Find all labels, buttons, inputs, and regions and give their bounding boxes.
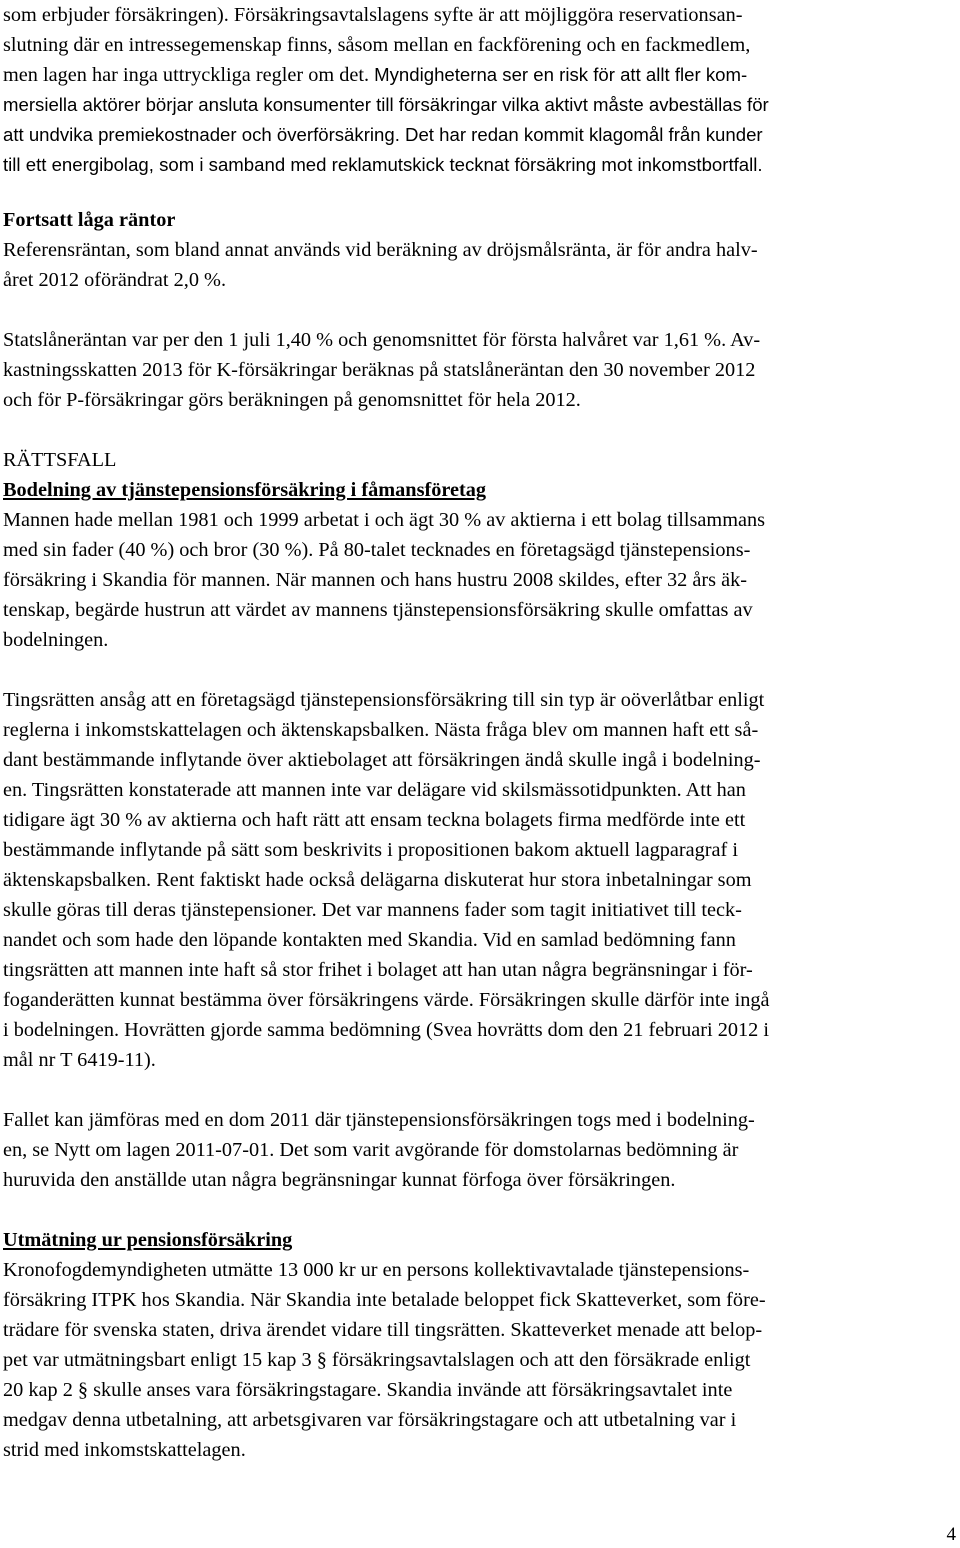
text-line [3, 60, 957, 90]
text-run: att undvika premiekostnader och överförsäkring. [3, 124, 400, 145]
seizure-heading: Utmätning ur pensionsförsäkring [3, 1229, 293, 1251]
text-line [3, 120, 957, 150]
text-line: pet var utmätningsbart enligt 15 kap 3 § försäkringsavtalslagen och att den försäkrade enligt [3, 1349, 751, 1371]
section-heading: Fortsatt låga räntor [3, 209, 176, 231]
text-line: försäkring ITPK hos Skandia. När Skandia inte betalade beloppet fick Skatteverket, som före- [3, 1289, 766, 1311]
text-run: Det har redan kommit klagomål från kunder [399, 124, 763, 145]
rates-section [3, 205, 957, 295]
case-law-paragraph-3 [3, 1105, 957, 1195]
text-line: Tingsrätten ansåg att en företagsägd tjänstepensionsförsäkring till sin typ är oöverlåtbar enligt [3, 689, 765, 711]
page-number: 4 [946, 1524, 956, 1545]
text-line: året 2012 oförändrat 2,0 %. [3, 269, 227, 291]
text-line: tenskap, begärde hustrun att värdet av mannens tjänstepensionsförsäkring skulle omfattas av [3, 599, 753, 621]
case-law-paragraph-2 [3, 685, 957, 1075]
text-line: foganderätten kunnat bestämma över försäkringens värde. Försäkringen skulle därför inte ingå [3, 989, 770, 1011]
text-line: bodelningen. [3, 629, 109, 651]
text-line: tingsrätten att mannen inte haft så stor frihet i bolaget att han utan några begränsningar i för- [3, 959, 753, 981]
text-line: försäkring i Skandia för mannen. När mannen och hans hustru 2008 skildes, efter 32 års äk- [3, 569, 748, 591]
section-label: RÄTTSFALL [3, 449, 117, 471]
text-line: tidigare ägt 30 % av aktierna och haft rätt att ensam teckna bolagets firma medförde inte ett [3, 809, 746, 831]
seizure-section [3, 1225, 957, 1465]
text-line: 20 kap 2 § skulle anses vara försäkringstagare. Skandia invände att försäkringsavtalet inte [3, 1379, 733, 1401]
text-line: Kronofogdemyndigheten utmätte 13 000 kr ur en persons kollektivavtalade tjänstepensions- [3, 1259, 750, 1281]
text-line: trädare för svenska staten, driva ärendet vidare till tingsrätten. Skatteverket menade att belop- [3, 1319, 763, 1341]
text-line: som erbjuder försäkringen). Försäkringsavtalslagens syfte är att möjliggöra reservationsan- [3, 4, 743, 26]
text-line: en, se Nytt om lagen 2011-07-01. Det som varit avgörande för domstolarnas bedömning är [3, 1139, 739, 1161]
text-line: Referensräntan, som bland annat används vid beräkning av dröjsmålsränta, är för andra halv- [3, 239, 758, 261]
text-line: medgav denna utbetalning, att arbetsgivaren var försäkringstagare och att utbetalning var i [3, 1409, 737, 1431]
text-line: dant bestämmande inflytande över aktiebolaget att försäkringen ändå skulle ingå i bodelning- [3, 749, 761, 771]
text-line: äktenskapsbalken. Rent faktiskt hade också delägarna diskuterat hur stora inbetalningar som [3, 869, 752, 891]
text-line: i bodelningen. Hovrätten gjorde samma bedömning (Svea hovrätts dom den 21 februari 2012 i [3, 1019, 770, 1041]
text-line: slutning där en intressegemenskap finns, såsom mellan en fackförening och en fackmedlem, [3, 34, 751, 56]
text-line: reglerna i inkomstskattelagen och äktenskapsbalken. Nästa fråga blev om mannen haft ett så- [3, 719, 759, 741]
text-run: Myndigheterna ser en risk för att allt fler kom- [374, 64, 748, 85]
text-line: mål nr T 6419-11). [3, 1049, 156, 1071]
text-line: skulle göras till deras tjänstepensioner. Det var mannens fader som tagit initiativet till teck- [3, 899, 742, 921]
case-law-section [3, 445, 957, 655]
text-line: och för P-försäkringar görs beräkningen på genomsnittet för hela 2012. [3, 389, 581, 411]
text-line: mersiella aktörer börjar ansluta konsumenter till försäkringar vilka aktivt måste avbeställas för [3, 94, 769, 115]
text-line: nandet och som hade den löpande kontakten med Skandia. Vid en samlad bedömning fann [3, 929, 736, 951]
text-line: huruvida den anställde utan några begränsningar kunnat förfoga över försäkringen. [3, 1169, 676, 1191]
text-line: kastningsskatten 2013 för K-försäkringar beräknas på statslåneräntan den 30 november 2012 [3, 359, 756, 381]
case-heading: Bodelning av tjänstepensionsförsäkring i fåmansföretag [3, 479, 487, 501]
text-line: Mannen hade mellan 1981 och 1999 arbetat i och ägt 30 % av aktierna i ett bolag tillsammans [3, 509, 766, 531]
text-line: med sin fader (40 %) och bror (30 %). På 80-talet tecknades en företagsägd tjänstepensions- [3, 539, 751, 561]
intro-paragraph [3, 0, 957, 180]
text-line: strid med inkomstskattelagen. [3, 1439, 246, 1461]
text-line: Statslåneräntan var per den 1 juli 1,40 % och genomsnittet för första halvåret var 1,61 %. Av- [3, 329, 761, 351]
text-run: men lagen har inga uttryckliga regler om det. [3, 64, 375, 86]
text-line: bestämmande inflytande på sätt som beskrivits i propositionen bakom aktuell lagparagraf i [3, 839, 739, 861]
text-line: en. Tingsrätten konstaterade att mannen inte var delägare vid skilsmässotidpunkten. Att han [3, 779, 746, 801]
rates-paragraph-2 [3, 325, 957, 415]
text-line: Fallet kan jämföras med en dom 2011 där tjänstepensionsförsäkringen togs med i bodelning- [3, 1109, 755, 1131]
text-line: till ett energibolag, som i samband med reklamutskick tecknat försäkring mot inkomstbortfall. [3, 154, 763, 175]
